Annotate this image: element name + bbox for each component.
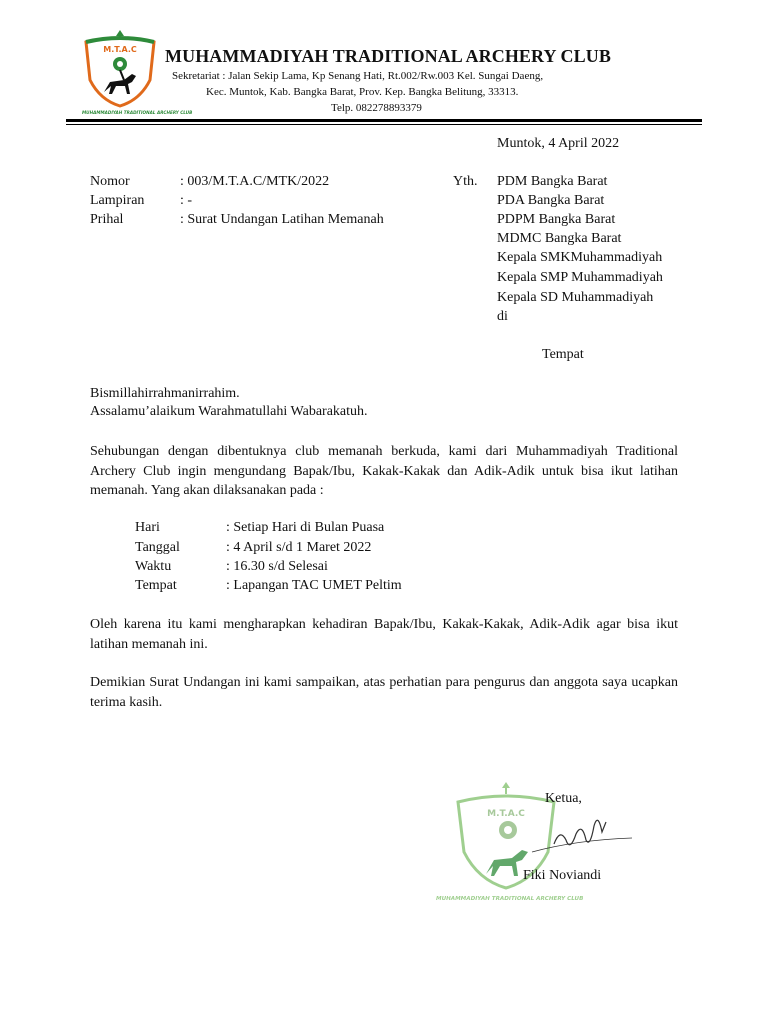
detail-label: Waktu bbox=[135, 559, 172, 574]
lampiran-value: : - bbox=[180, 193, 193, 208]
paragraph-closing: Demikian Surat Undangan ini kami sampaikan, atas perhatian para pengurus dan anggota saya ucapkan terima kasih. bbox=[90, 675, 678, 710]
place-date: Muntok, 4 April 2022 bbox=[497, 136, 620, 151]
recipient-item: PDM Bangka Barat bbox=[497, 174, 608, 189]
nomor-label: Nomor bbox=[90, 174, 130, 189]
club-name: MUHAMMADIYAH TRADITIONAL ARCHERY CLUB bbox=[165, 46, 611, 66]
prihal-label: Prihal bbox=[90, 212, 124, 227]
detail-value: : Setiap Hari di Bulan Puasa bbox=[226, 520, 385, 535]
recipient-tempat: Tempat bbox=[542, 347, 584, 362]
svg-text:M.T.A.C: M.T.A.C bbox=[487, 809, 525, 819]
recipient-item: Kepala SMKMuhammadiyah bbox=[497, 250, 663, 265]
detail-value: : Lapangan TAC UMET Peltim bbox=[226, 578, 402, 593]
opening-salam: Assalamu’alaikum Warahmatullahi Wabarakatuh. bbox=[90, 404, 368, 419]
detail-label: Tempat bbox=[135, 578, 177, 593]
svg-text:MUHAMMADIYAH TRADITIONAL ARCHE: MUHAMMADIYAH TRADITIONAL ARCHERY CLUB bbox=[436, 896, 584, 902]
address-line-1: Sekretariat : Jalan Sekip Lama, Kp Senang Hati, Rt.002/Rw.003 Kel. Sungai Daeng, bbox=[172, 70, 544, 82]
signature-title: Ketua, bbox=[545, 791, 582, 806]
recipient-item: Kepala SD Muhammadiyah bbox=[497, 290, 654, 305]
header-rule-thin bbox=[66, 124, 702, 125]
detail-label: Hari bbox=[135, 520, 160, 535]
detail-value: : 16.30 s/d Selesai bbox=[226, 559, 328, 574]
phone-number: Telp. 082278893379 bbox=[331, 102, 422, 114]
nomor-value: : 003/M.T.A.C/MTK/2022 bbox=[180, 174, 330, 189]
recipient-item: PDA Bangka Barat bbox=[497, 193, 605, 208]
svg-text:MUHAMMADIYAH TRADITIONAL ARCHE: MUHAMMADIYAH TRADITIONAL ARCHERY CLUB bbox=[82, 110, 193, 115]
recipient-item: di bbox=[497, 309, 508, 324]
recipient-label: Yth. bbox=[453, 174, 478, 189]
paragraph-invitation: Sehubungan dengan dibentuknya club memanah berkuda, kami dari Muhammadiyah Traditional Archery Club ingin mengundang Bapak/Ibu, Kakak-Kakak dan Adik-Adik untuk bisa ikut latihan memanah. Yang akan dilaksanakan pada : bbox=[90, 444, 678, 498]
recipient-item: MDMC Bangka Barat bbox=[497, 231, 622, 246]
address-line-2: Kec. Muntok, Kab. Bangka Barat, Prov. Kep. Bangka Belitung, 33313. bbox=[206, 86, 519, 98]
header-rule bbox=[66, 119, 702, 122]
paragraph-attendance: Oleh karena itu kami mengharapkan kehadiran Bapak/Ibu, Kakak-Kakak, Adik-Adik agar bisa ikut latihan memanah ini. bbox=[90, 617, 678, 652]
detail-label: Tanggal bbox=[135, 540, 180, 555]
svg-text:M.T.A.C: M.T.A.C bbox=[103, 45, 137, 54]
opening-basmalah: Bismillahirrahmanirrahim. bbox=[90, 386, 240, 401]
recipient-item: PDPM Bangka Barat bbox=[497, 212, 616, 227]
recipient-item: Kepala SMP Muhammadiyah bbox=[497, 270, 663, 285]
lampiran-label: Lampiran bbox=[90, 193, 145, 208]
detail-value: : 4 April s/d 1 Maret 2022 bbox=[226, 540, 372, 555]
signature-name: Fiki Noviandi bbox=[523, 868, 602, 883]
prihal-value: : Surat Undangan Latihan Memanah bbox=[180, 212, 384, 227]
club-logo bbox=[80, 30, 193, 116]
